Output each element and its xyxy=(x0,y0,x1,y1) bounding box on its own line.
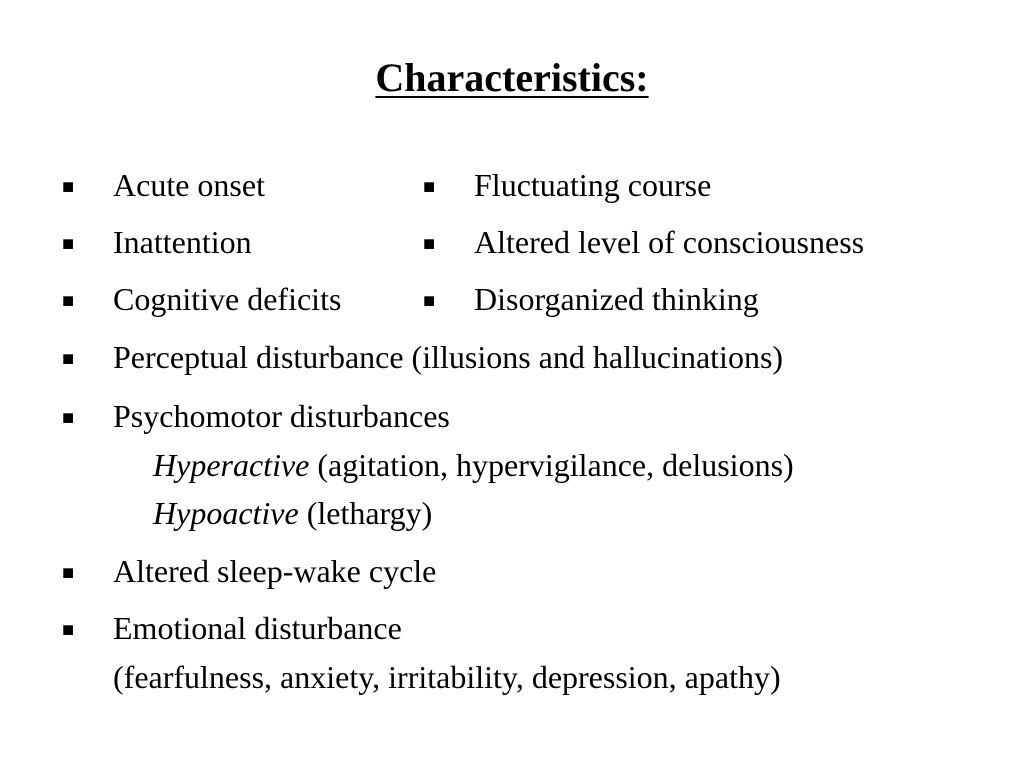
emotional-detail: (fearfulness, anxiety, irritability, depression, apathy) xyxy=(113,659,781,695)
bullet-psychomotor-disturbances: Psychomotor disturbances xyxy=(113,398,450,434)
bullet-square-icon: ■ xyxy=(62,562,75,584)
psychomotor-hyperactive xyxy=(153,445,794,485)
bullet-square-icon: ■ xyxy=(62,619,75,641)
bullet-emotional-disturbance: Emotional disturbance xyxy=(113,610,402,646)
bullet-square-icon: ■ xyxy=(62,176,75,198)
bullet-cognitive-deficits: Cognitive deficits xyxy=(113,281,342,317)
bullet-perceptual-disturbance: Perceptual disturbance (illusions and hallucinations) xyxy=(113,339,784,375)
bullet-square-icon: ■ xyxy=(62,407,75,429)
bullet-square-icon: ■ xyxy=(423,176,436,198)
slide-title-text: Characteristics: xyxy=(375,55,649,100)
bullet-fluctuating-course: Fluctuating course xyxy=(474,167,712,203)
slide-title xyxy=(0,52,1024,104)
bullet-square-icon: ■ xyxy=(62,290,75,312)
psychomotor-hypoactive xyxy=(153,493,432,533)
bullet-inattention: Inattention xyxy=(113,224,252,260)
hyperactive-detail: (agitation, hypervigilance, delusions) xyxy=(309,447,794,483)
bullet-altered-sleep-wake: Altered sleep-wake cycle xyxy=(113,553,437,589)
bullet-square-icon: ■ xyxy=(62,348,75,370)
bullet-acute-onset: Acute onset xyxy=(113,167,265,203)
hyperactive-term: Hyperactive xyxy=(153,447,310,483)
bullet-square-icon: ■ xyxy=(423,233,436,255)
bullet-altered-consciousness: Altered level of consciousness xyxy=(474,224,865,260)
bullet-square-icon: ■ xyxy=(423,290,436,312)
hypoactive-detail: (lethargy) xyxy=(298,495,433,531)
bullet-disorganized-thinking: Disorganized thinking xyxy=(474,281,759,317)
bullet-square-icon: ■ xyxy=(62,233,75,255)
hypoactive-term: Hypoactive xyxy=(153,495,299,531)
